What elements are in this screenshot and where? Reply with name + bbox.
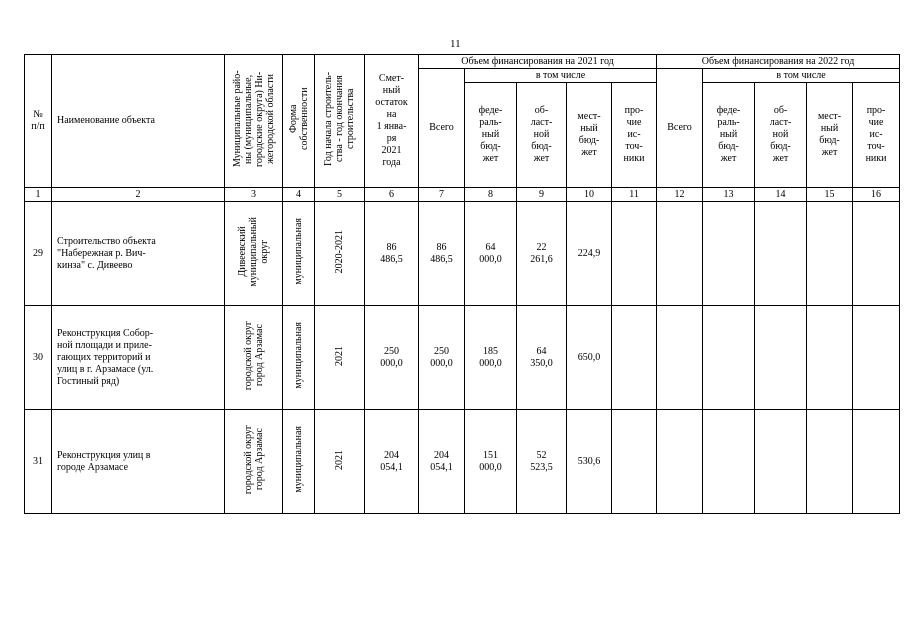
row-years: 2021 bbox=[315, 306, 365, 410]
row-balance: 250 000,0 bbox=[365, 306, 419, 410]
row-regional-2022 bbox=[755, 202, 807, 306]
header-federal-2021: феде- раль- ный бюд- жет bbox=[465, 83, 517, 188]
financing-table bbox=[24, 54, 900, 514]
header-years: Год начала строитель- ства - год окончания строительства bbox=[315, 55, 365, 188]
row-local-2022 bbox=[807, 410, 853, 514]
header-name: Наименование объекта bbox=[52, 55, 225, 188]
header-ownership: Форма собственности bbox=[283, 55, 315, 188]
header-group-2022: Объем финансирования на 2022 год bbox=[657, 55, 900, 69]
row-ownership: муниципальная bbox=[283, 202, 315, 306]
row-federal-2021: 151 000,0 bbox=[465, 410, 517, 514]
header-num: № п/п bbox=[25, 55, 52, 188]
row-other-2021 bbox=[612, 306, 657, 410]
row-total-2021: 204 054,1 bbox=[419, 410, 465, 514]
header-group-2021: Объем финансирования на 2021 год bbox=[419, 55, 657, 69]
row-total-2022 bbox=[657, 202, 703, 306]
header-including-2022: в том числе bbox=[703, 69, 900, 83]
row-federal-2022 bbox=[703, 202, 755, 306]
header-district: Муниципальные райо- ны (муниципальные, городские округа) Ни- жегородской области bbox=[225, 55, 283, 188]
row-federal-2021: 185 000,0 bbox=[465, 306, 517, 410]
row-federal-2021: 64 000,0 bbox=[465, 202, 517, 306]
row-local-2022 bbox=[807, 202, 853, 306]
row-district: городской округ город Арзамас bbox=[225, 306, 283, 410]
row-num: 30 bbox=[25, 306, 52, 410]
header-total-2022: Всего bbox=[657, 69, 703, 188]
row-district: Дивеевский муниципальный округ bbox=[225, 202, 283, 306]
column-number: 1 bbox=[25, 188, 52, 202]
row-local-2021: 650,0 bbox=[567, 306, 612, 410]
header-local-2021: мест- ный бюд- жет bbox=[567, 83, 612, 188]
row-num: 29 bbox=[25, 202, 52, 306]
page-number: 11 bbox=[450, 38, 461, 50]
table-row bbox=[25, 202, 900, 306]
column-number: 13 bbox=[703, 188, 755, 202]
table-row bbox=[25, 306, 900, 410]
row-regional-2021: 22 261,6 bbox=[517, 202, 567, 306]
row-other-2021 bbox=[612, 410, 657, 514]
row-num: 31 bbox=[25, 410, 52, 514]
column-number: 3 bbox=[225, 188, 283, 202]
column-number: 9 bbox=[517, 188, 567, 202]
row-total-2021: 86 486,5 bbox=[419, 202, 465, 306]
header-regional-2022: об- ласт- ной бюд- жет bbox=[755, 83, 807, 188]
row-regional-2021: 64 350,0 bbox=[517, 306, 567, 410]
row-regional-2021: 52 523,5 bbox=[517, 410, 567, 514]
column-number: 5 bbox=[315, 188, 365, 202]
row-local-2022 bbox=[807, 306, 853, 410]
column-number: 2 bbox=[52, 188, 225, 202]
row-balance: 204 054,1 bbox=[365, 410, 419, 514]
table-row bbox=[25, 410, 900, 514]
row-total-2022 bbox=[657, 410, 703, 514]
column-number: 10 bbox=[567, 188, 612, 202]
row-district: городской округ город Арзамас bbox=[225, 410, 283, 514]
header-other-2022: про- чие ис- точ- ники bbox=[853, 83, 900, 188]
column-number: 8 bbox=[465, 188, 517, 202]
row-local-2021: 530,6 bbox=[567, 410, 612, 514]
header-other-2021: про- чие ис- точ- ники bbox=[612, 83, 657, 188]
row-name: Реконструкция улиц в городе Арзамасе bbox=[52, 410, 225, 514]
column-number: 11 bbox=[612, 188, 657, 202]
row-federal-2022 bbox=[703, 410, 755, 514]
row-other-2021 bbox=[612, 202, 657, 306]
column-number: 6 bbox=[365, 188, 419, 202]
column-number: 16 bbox=[853, 188, 900, 202]
row-regional-2022 bbox=[755, 306, 807, 410]
header-total-2021: Всего bbox=[419, 69, 465, 188]
header-including-2021: в том числе bbox=[465, 69, 657, 83]
row-years: 2020-2021 bbox=[315, 202, 365, 306]
row-total-2021: 250 000,0 bbox=[419, 306, 465, 410]
row-other-2022 bbox=[853, 202, 900, 306]
row-other-2022 bbox=[853, 410, 900, 514]
row-name: Реконструкция Собор- ной площади и приле- гающих территорий и улиц в г. Арзамасе (ул. Гостиный ряд) bbox=[52, 306, 225, 410]
row-name: Строительство объекта "Набережная р. Вич- кинза" с. Дивеево bbox=[52, 202, 225, 306]
column-number: 7 bbox=[419, 188, 465, 202]
header-local-2022: мест- ный бюд- жет bbox=[807, 83, 853, 188]
header-balance: Смет- ный остаток на 1 янва- ря 2021 года bbox=[365, 55, 419, 188]
row-years: 2021 bbox=[315, 410, 365, 514]
header-federal-2022: феде- раль- ный бюд- жет bbox=[703, 83, 755, 188]
row-local-2021: 224,9 bbox=[567, 202, 612, 306]
column-number: 12 bbox=[657, 188, 703, 202]
column-number: 15 bbox=[807, 188, 853, 202]
column-number: 4 bbox=[283, 188, 315, 202]
row-federal-2022 bbox=[703, 306, 755, 410]
header-regional-2021: об- ласт- ной бюд- жет bbox=[517, 83, 567, 188]
row-ownership: муниципальная bbox=[283, 306, 315, 410]
row-balance: 86 486,5 bbox=[365, 202, 419, 306]
row-total-2022 bbox=[657, 306, 703, 410]
column-numbers-row bbox=[25, 188, 900, 202]
row-ownership: муниципальная bbox=[283, 410, 315, 514]
column-number: 14 bbox=[755, 188, 807, 202]
row-regional-2022 bbox=[755, 410, 807, 514]
row-other-2022 bbox=[853, 306, 900, 410]
